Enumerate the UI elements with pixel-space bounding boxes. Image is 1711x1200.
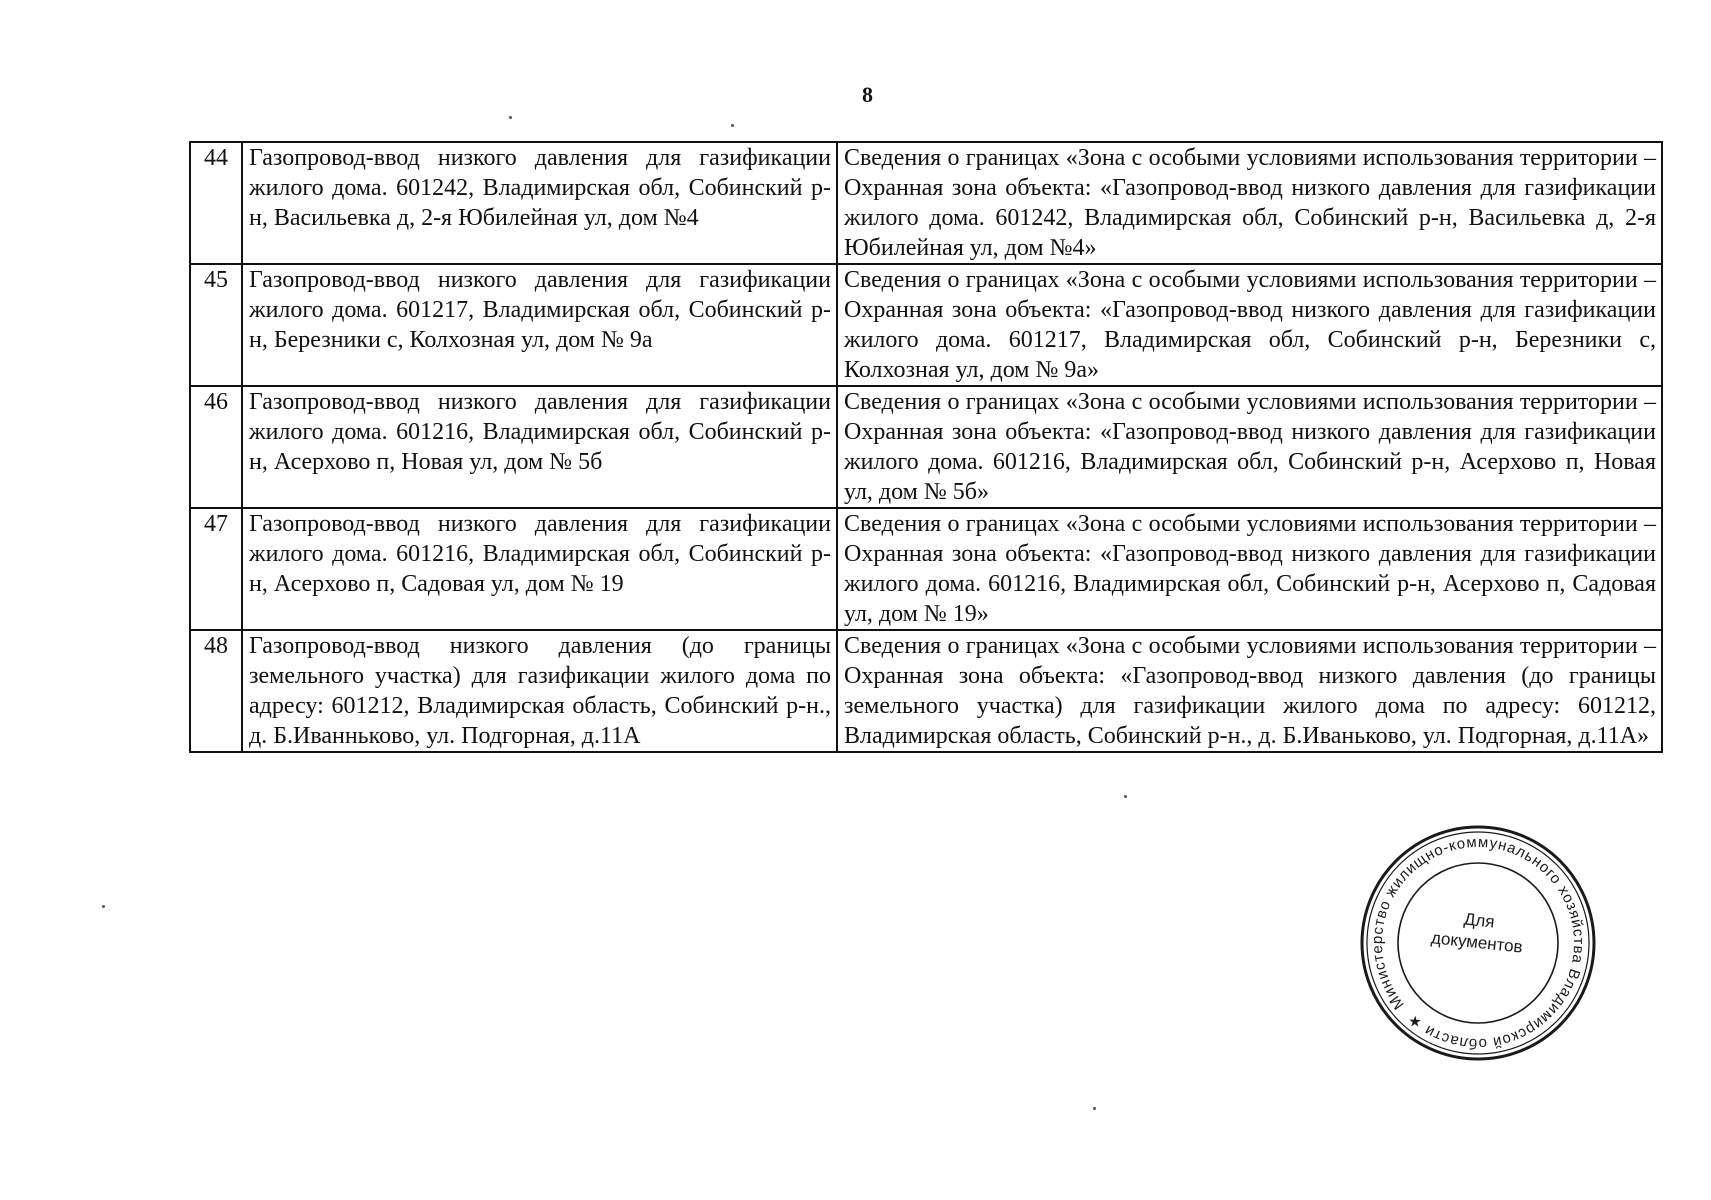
row-number: 46 [190, 386, 242, 508]
table-row [190, 508, 1662, 630]
zone-information: Сведения о границах «Зона с особыми условиями использования территории – Охранная зона объекта: «Газопровод-ввод низкого давления (до границы земельного участка) для газификации жилого дома по адресу: 601212, Владимирская область, Собинский р-н., д. Б.Иваньково, ул. Подгорная, д.11А» [837, 630, 1662, 752]
scan-speck [1124, 795, 1127, 798]
scan-speck [1093, 1107, 1096, 1110]
table-row [190, 264, 1662, 386]
row-number: 47 [190, 508, 242, 630]
row-number: 48 [190, 630, 242, 752]
page-number: 8 [862, 82, 873, 107]
object-description: Газопровод-ввод низкого давления для газификации жилого дома. 601217, Владимирская обл, Собинский р-н, Березники с, Колхозная ул, дом № 9а [242, 264, 837, 386]
zone-information: Сведения о границах «Зона с особыми условиями использования территории – Охранная зона объекта: «Газопровод-ввод низкого давления для газификации жилого дома. 601216, Владимирская обл, Собинский р-н, Асерхово п, Садовая ул, дом № 19» [837, 508, 1662, 630]
scan-speck [509, 116, 512, 119]
seal-center-line: документов [1430, 928, 1524, 957]
seal-ring-text: Министерство жилищно-коммунального хозяйства Владимирской области ★ [1368, 833, 1588, 1053]
table-row [190, 386, 1662, 508]
table-row [190, 630, 1662, 752]
object-description: Газопровод-ввод низкого давления для газификации жилого дома. 601216, Владимирская обл, Собинский р-н, Асерхово п, Новая ул, дом № 5б [242, 386, 837, 508]
object-description: Газопровод-ввод низкого давления (до границы земельного участка) для газификации жилого дома по адресу: 601212, Владимирская область, Собинский р-н., д. Б.Иванньково, ул. Подгорная, д.11А [242, 630, 837, 752]
object-description: Газопровод-ввод низкого давления для газификации жилого дома. 601242, Владимирская обл, Собинский р-н, Васильевка д, 2-я Юбилейная ул, дом №4 [242, 142, 837, 264]
table-row [190, 142, 1662, 264]
registry-table [189, 141, 1663, 753]
scan-speck [102, 905, 105, 908]
scan-speck [731, 124, 734, 127]
seal-center-line: Для [1462, 909, 1496, 932]
row-number: 44 [190, 142, 242, 264]
row-number: 45 [190, 264, 242, 386]
zone-information: Сведения о границах «Зона с особыми условиями использования территории – Охранная зона объекта: «Газопровод-ввод низкого давления для газификации жилого дома. 601242, Владимирская обл, Собинский р-н, Васильевка д, 2-я Юбилейная ул, дом №4» [837, 142, 1662, 264]
object-description: Газопровод-ввод низкого давления для газификации жилого дома. 601216, Владимирская обл, Собинский р-н, Асерхово п, Садовая ул, дом № 19 [242, 508, 837, 630]
zone-information: Сведения о границах «Зона с особыми условиями использования территории – Охранная зона объекта: «Газопровод-ввод низкого давления для газификации жилого дома. 601217, Владимирская обл, Собинский р-н, Березники с, Колхозная ул, дом № 9а» [837, 264, 1662, 386]
zone-information: Сведения о границах «Зона с особыми условиями использования территории – Охранная зона объекта: «Газопровод-ввод низкого давления для газификации жилого дома. 601216, Владимирская обл, Собинский р-н, Асерхово п, Новая ул, дом № 5б» [837, 386, 1662, 508]
